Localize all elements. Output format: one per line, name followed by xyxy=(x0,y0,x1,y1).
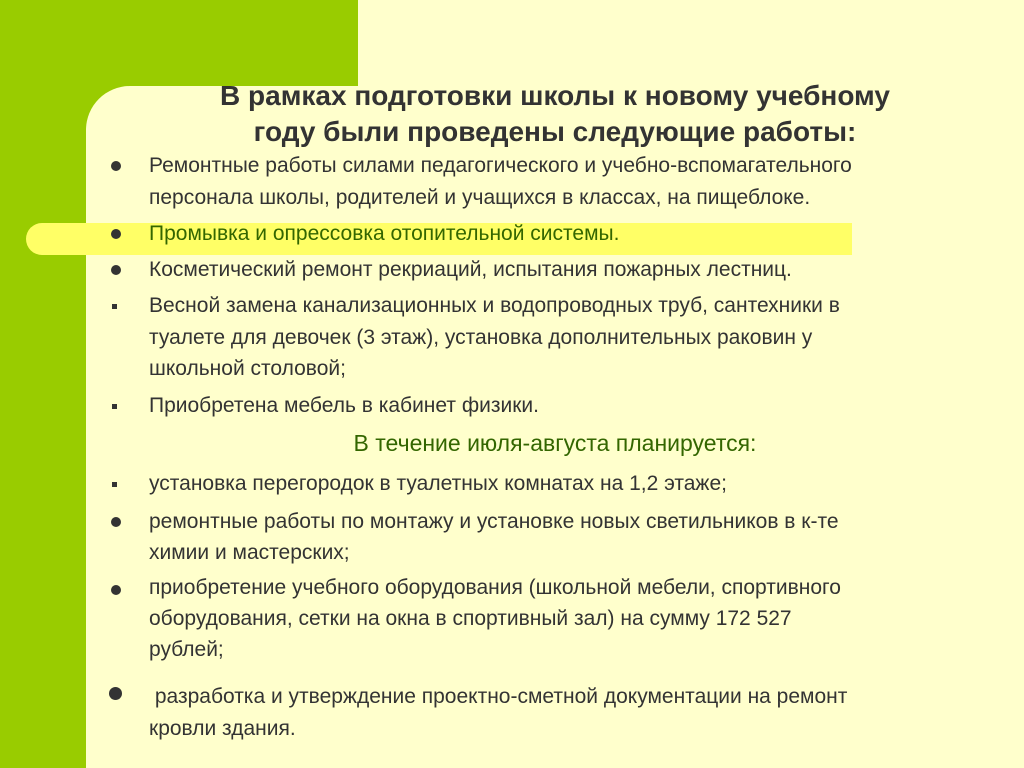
bullet-square-icon xyxy=(112,304,117,309)
list-item-line: разработка и утверждение проектно-сметной документации на ремонт xyxy=(149,685,848,708)
list-item-line: персонала школы, родителей и учащихся в классах, на пищеблоке. xyxy=(149,186,811,209)
list-item-line: Весной замена канализационных и водопроводных труб, сантехники в xyxy=(149,294,840,317)
bullet-square-icon xyxy=(112,404,117,409)
bullet-dot-icon xyxy=(111,229,121,239)
background-green-strip xyxy=(0,0,86,768)
list-item-line: школьной столовой; xyxy=(149,357,346,380)
slide-title-line-2: году были проведены следующие работы: xyxy=(253,116,857,147)
list-item-line: Промывка и опрессовка отопительной системы. xyxy=(149,222,620,245)
bullet-dot-icon xyxy=(111,517,121,527)
list-item-line: туалете для девочек (3 этаж), установка дополнительных раковин у xyxy=(149,326,813,349)
bullet-dot-icon xyxy=(111,161,121,171)
bullet-dot-icon xyxy=(109,687,122,700)
bullet-dot-icon xyxy=(111,585,121,595)
bullet-dot-icon xyxy=(111,265,121,275)
list-item-line: Приобретена мебель в кабинет физики. xyxy=(149,394,539,417)
list-item-line: кровли здания. xyxy=(149,717,296,740)
planned-heading: В течение июля-августа планируется: xyxy=(353,430,757,456)
bullet-square-icon xyxy=(112,482,117,487)
list-item-line: Ремонтные работы силами педагогического и учебно-вспомагательного xyxy=(149,154,852,177)
list-item-line: химии и мастерских; xyxy=(149,541,350,564)
list-item-line: рублей; xyxy=(149,638,224,661)
list-item-line: оборудования, сетки на окна в спортивный зал) на сумму 172 527 xyxy=(149,607,792,630)
list-item-line: установка перегородок в туалетных комнатах на 1,2 этаже; xyxy=(149,472,727,495)
list-item-line: ремонтные работы по монтажу и установке новых светильников в к-те xyxy=(149,510,839,533)
list-item-line: приобретение учебного оборудования (школьной мебели, спортивного xyxy=(149,576,841,599)
list-item-line: Косметический ремонт рекриаций, испытания пожарных лестниц. xyxy=(149,258,792,281)
slide-title-line-1: В рамках подготовки школы к новому учебному xyxy=(220,80,890,111)
